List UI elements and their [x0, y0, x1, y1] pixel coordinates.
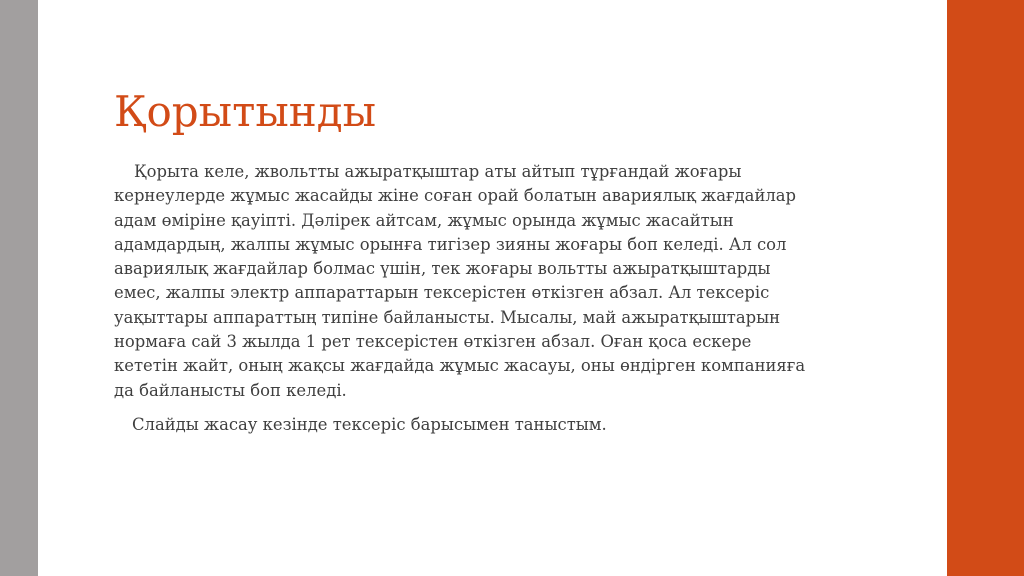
left-decorative-bar [0, 0, 38, 576]
body-paragraph-2: Слайды жасау кезінде тексеріс барысымен таныстым. [132, 414, 607, 434]
right-accent-bar [947, 0, 1024, 576]
slide-body [114, 160, 814, 437]
body-paragraph-1: Қорыта келе, жвольтты ажыратқыштар аты айтып тұрғандай жоғары кернеулерде жұмыс жасайды жіне соған орай болатын авариялық жағдайлар адам өміріне қауіпті. Дәлірек айтсам, жұмыс орында жұмыс жасайтын адамдардың, жалпы жұмыс орынға тигізер зияны жоғары боп келеді. Ал сол авариялық жағдайлар болмас үшін, тек жоғары вольтты ажыратқыштарды емес, жалпы электр аппараттарын тексерістен өткізген абзал. Ал тексеріс уақыттары аппараттың типіне байланысты. Мысалы, май ажыратқыштарын нормаға сай 3 жылда 1 рет тексерістен өткізген абзал. Оған қоса ескере кететін жайт, оның жақсы жағдайда жұмыс жасауы, оны өндірген компанияға да байланысты боп келеді. [114, 162, 806, 400]
slide-title: Қорытынды [114, 87, 377, 136]
